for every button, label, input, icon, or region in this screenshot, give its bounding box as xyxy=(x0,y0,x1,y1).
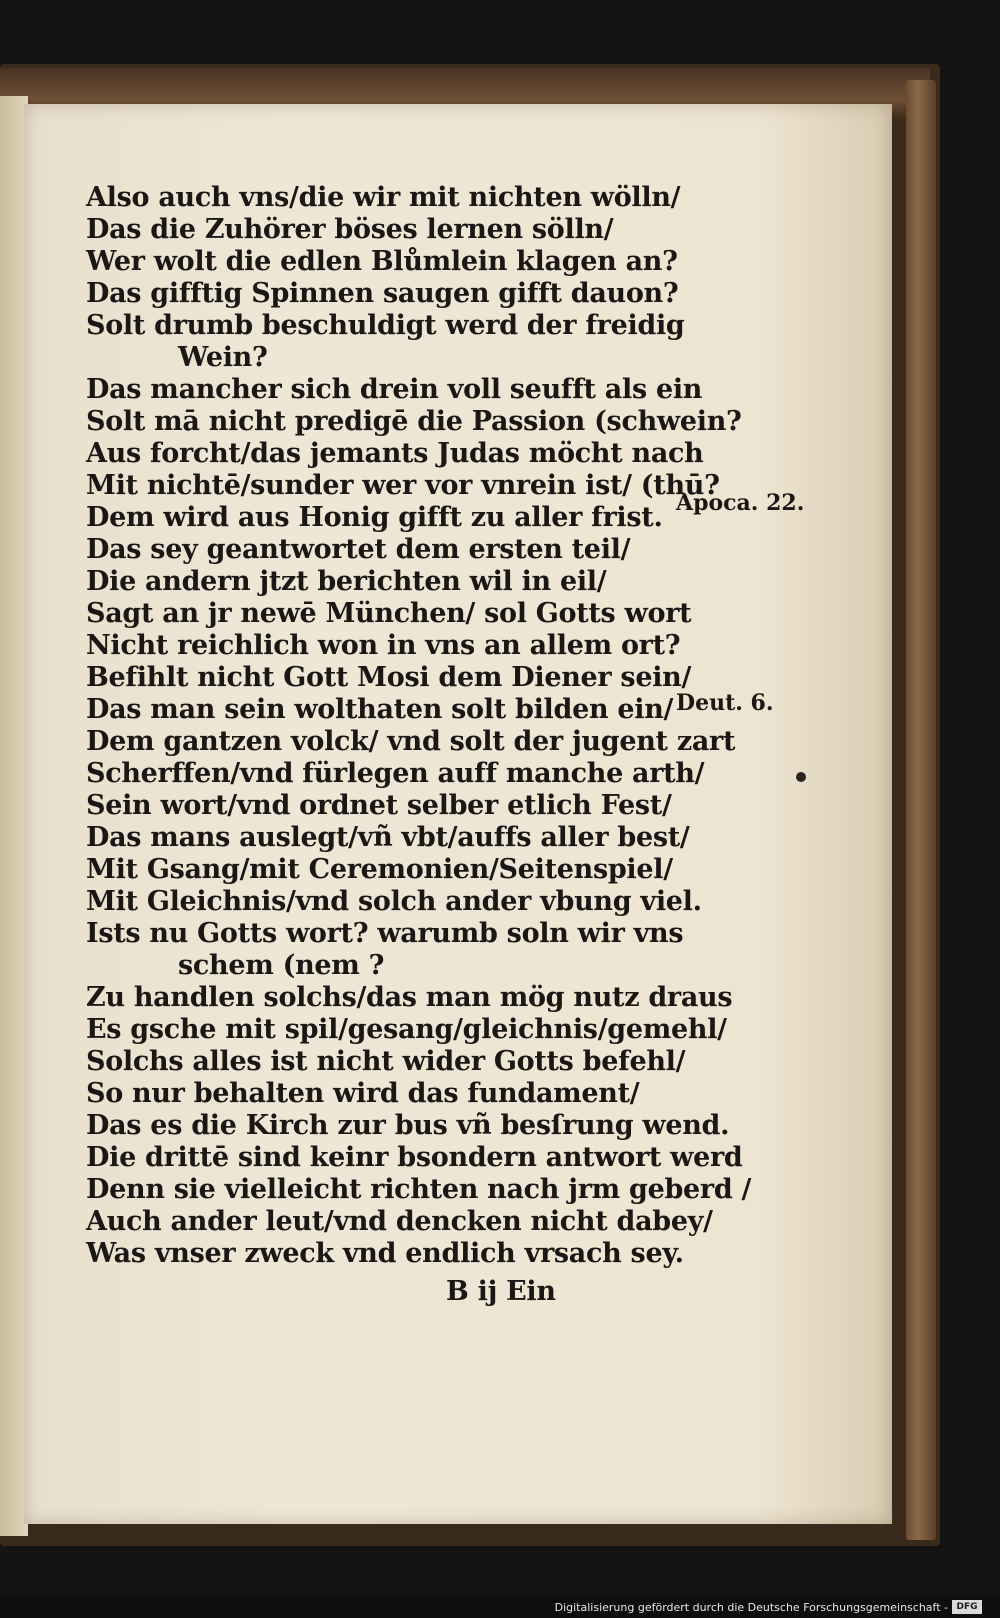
text-line: schem (nem ? xyxy=(178,950,385,981)
text-line: Ists nu Gotts wort? warumb soln wir vns xyxy=(86,918,684,949)
text-line: Wer wolt die edlen Blůmlein klagen an? xyxy=(86,246,678,277)
ink-dot xyxy=(796,772,806,782)
text-line: Solt mā nicht predigē die Passion (schwein? xyxy=(86,406,742,437)
text-line: Solchs alles ist nicht wider Gotts befehl/ xyxy=(86,1046,686,1077)
text-line: Die andern jtzt berichten wil in eil/ xyxy=(86,566,607,597)
text-line: Das sey geantwortet dem ersten teil/ xyxy=(86,534,631,565)
text-line: Mit Gsang/mit Ceremonien/Seitenspiel/ xyxy=(86,854,673,885)
text-line: Was vnser zweck vnd endlich vrsach sey. xyxy=(86,1238,684,1269)
margin-note-deut: Deut. 6. xyxy=(676,690,774,716)
book-cover-right-edge xyxy=(906,80,936,1540)
text-line: Befihlt nicht Gott Mosi dem Diener sein/ xyxy=(86,662,692,693)
text-line: Es gsche mit spil/gesang/gleichnis/gemehl/ xyxy=(86,1014,727,1045)
dfg-logo: DFG xyxy=(952,1600,982,1614)
text-line: Das die Zuhörer böses lernen sölln/ xyxy=(86,214,614,245)
text-line: Auch ander leut/vnd dencken nicht dabey/ xyxy=(86,1206,713,1237)
text-line: Aus forcht/das jemants Judas möcht nach xyxy=(86,438,704,469)
text-line: Denn sie vielleicht richten nach jrm geberd / xyxy=(86,1174,752,1205)
text-line: Die drittē sind keinr bsondern antwort werd xyxy=(86,1142,743,1173)
catchword-signature: B ij Ein xyxy=(446,1276,556,1307)
text-line: Dem gantzen volck/ vnd solt der jugent zart xyxy=(86,726,736,757)
text-line: Wein? xyxy=(178,342,268,373)
text-line: Mit Gleichnis/vnd solch ander vbung viel. xyxy=(86,886,702,917)
text-line: Sein wort/vnd ordnet selber etlich Fest/ xyxy=(86,790,672,821)
text-line: Zu handlen solchs/das man mög nutz draus xyxy=(86,982,733,1013)
text-line: Das mancher sich drein voll seufft als ein xyxy=(86,374,703,405)
text-line: Dem wird aus Honig gifft zu aller frist. xyxy=(86,502,663,533)
text-line: Das mans auslegt/vñ vbt/auffs aller best/ xyxy=(86,822,690,853)
text-line: Also auch vns/die wir mit nichten wölln/ xyxy=(86,182,681,213)
text-line: Das man sein wolthaten solt bilden ein/ xyxy=(86,694,674,725)
text-line: Nicht reichlich won in vns an allem ort? xyxy=(86,630,681,661)
text-line: Scherffen/vnd fürlegen auff manche arth/ xyxy=(86,758,705,789)
text-line: Das gifftig Spinnen saugen gifft dauon? xyxy=(86,278,679,309)
text-line: So nur behalten wird das fundament/ xyxy=(86,1078,640,1109)
text-line: Sagt an jr newē München/ sol Gotts wort xyxy=(86,598,692,629)
text-line: Das es die Kirch zur bus vñ besſrung wend. xyxy=(86,1110,730,1141)
margin-note-apoca: Apoca. 22. xyxy=(676,490,805,516)
text-line: Solt drumb beschuldigt werd der freidig xyxy=(86,310,685,341)
text-line: Mit nichtē/sunder wer vor vnrein ist/ (thū? xyxy=(86,470,720,501)
footer-credit: Digitalisierung gefördert durch die Deutsche Forschungsgemeinschaft - xyxy=(554,1601,948,1614)
